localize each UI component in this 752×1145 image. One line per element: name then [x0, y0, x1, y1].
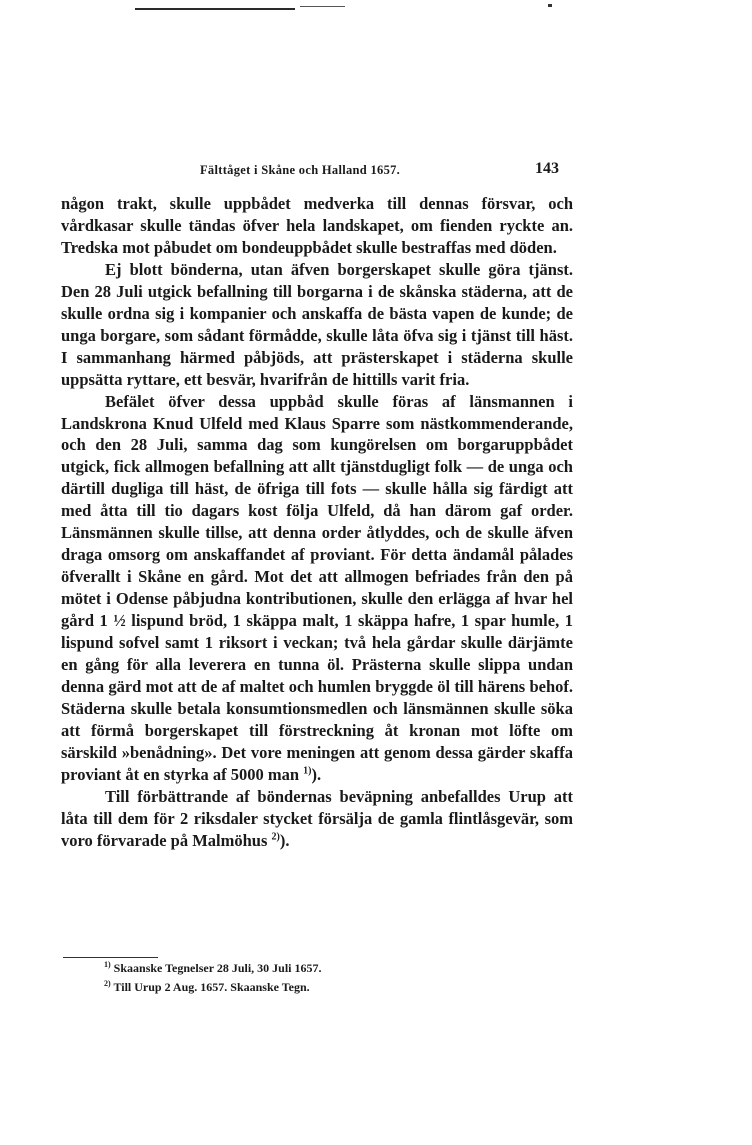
- running-title: Fälttåget i Skåne och Halland 1657.: [200, 163, 401, 177]
- footnote-mark: 1): [104, 960, 111, 969]
- footnotes: [104, 959, 574, 997]
- page-header: [0, 160, 752, 184]
- paragraph-1: någon trakt, skulle uppbådet medverka till dennas försvar, och vårdkasar skulle tändas öfver hela landskapet, om fienden ryckte an. Tredska mot påbudet om bondeuppbådet skulle bestraffas med döden.: [61, 194, 573, 257]
- footnote-text: Skaanske Tegnelser 28 Juli, 30 Juli 1657.: [113, 961, 322, 975]
- footnote-2: [104, 978, 574, 997]
- top-rule: [135, 8, 295, 10]
- paragraph-3-text: Befälet öfver dessa uppbåd skulle föras af länsmannen i Landskrona Knud Ulfeld med Klaus Sparre som nästkommenderande, och den 28 Juli, samma dag som kungörelsen om borgaruppbådet utgick, fick allmogen befallning att allt tjänstdugligt folk — de unga och därtill dugliga till häst, de öfriga till fots — skulle hålla sig färdigt att med åtta till tio dagars kost följa Ulfeld, då han därom gaf order. Länsmännen skulle tillse, att denna order åtlyddes, och de skulle äfven draga omsorg om anskaffandet af proviant. För detta ändamål pålades öfverallt i Skåne en gård. Mot det att allmogen befriades från den på mötet i Odense påbjudna kontributionen, skulle den erlägga af hvar hel gård 1 ½ lispund bröd, 1 skäppa malt, 1 skäppa hafre, 1 spar humle, 1 lispund sofvel samt 1 riksort i veckan; två hela gårdar skulle därjämte en gång för alla leverera en tunna öl. Prästerna skulle slippa undan denna gärd mot att de af maltet och humlen bryggde öl till härens behof. Städerna skulle betala konsumtionsmedlen och länsmännen skulle söka att förmå borgerskapet till förstreckning åt kronan mot löfte om särskild »benådning». Det vore meningen att genom dessa gärder skaffa proviant åt en styrka af 5000 man: [61, 391, 573, 784]
- paragraph-3: [61, 391, 573, 786]
- print-speck: [548, 4, 552, 7]
- footnote-ref-2: 2): [271, 831, 280, 843]
- body-text: [61, 193, 573, 852]
- footnote-1: [104, 959, 574, 978]
- paragraph-2: Ej blott bönderna, utan äfven borgerskapet skulle göra tjänst. Den 28 Juli utgick befallning till borgarna i de skånska städerna, att de skulle ordna sig i kompanier och anskaffa de bästa vapen de kunde; de unga borgare, som sådant förmådde, skulle låta öfva sig i tjänst till häst. I sammanhang härmed påbjöds, att prästerskapet i städerna skulle uppsätta ryttare, ett besvär, hvarifrån de hittills varit fria.: [61, 259, 573, 389]
- paragraph-4: [61, 786, 573, 852]
- top-rule-short: [300, 6, 345, 7]
- paragraph-3-end: ).: [311, 764, 322, 784]
- paragraph-4-text: Till förbättrande af böndernas beväpning anbefalldes Urup att låta till dem för 2 riksdaler stycket försälja de gamla flintlåsgevär, som voro förvarade på Malmöhus: [61, 786, 573, 850]
- footnote-mark: 2): [104, 979, 111, 988]
- paragraph-4-end: ).: [279, 830, 290, 850]
- page-number: 143: [535, 160, 559, 177]
- footnote-text: Till Urup 2 Aug. 1657. Skaanske Tegn.: [113, 980, 310, 994]
- footnote-divider: [63, 957, 158, 958]
- footnote-ref-1: 1): [303, 765, 312, 777]
